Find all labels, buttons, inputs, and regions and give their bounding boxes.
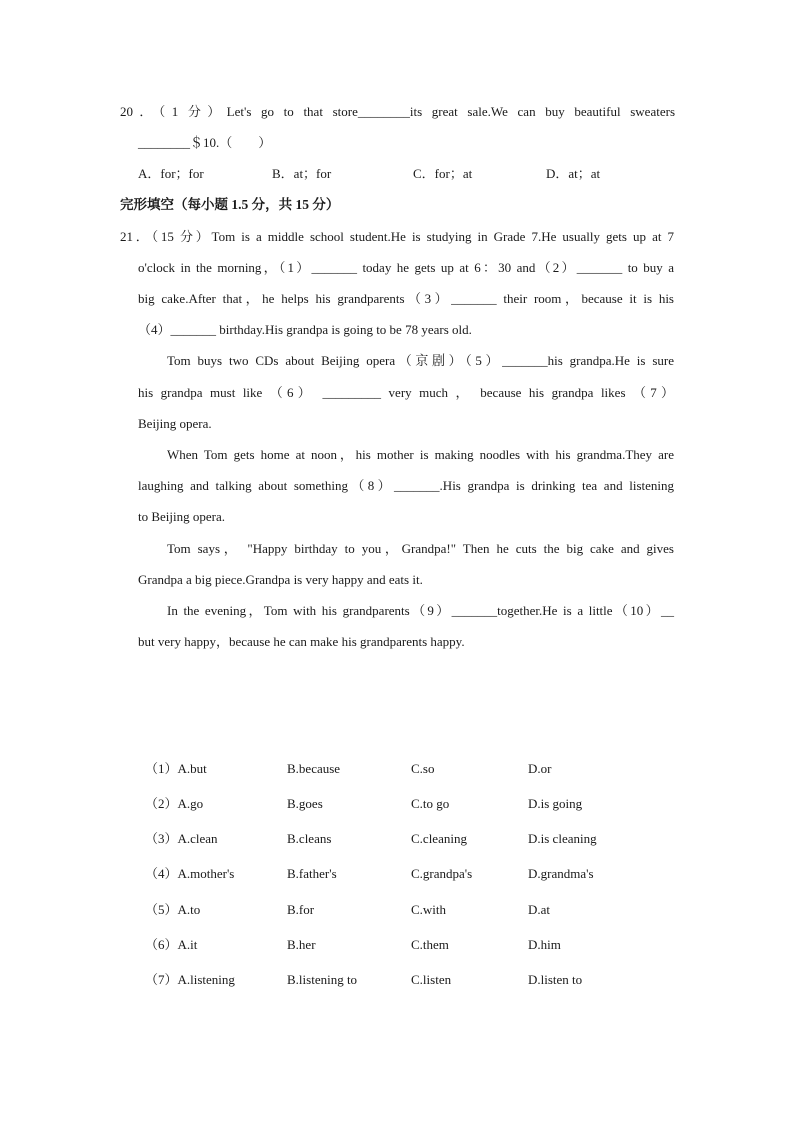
choice-6d: D.him xyxy=(528,937,561,952)
q21-line: Tom says， "Happy birthday to you，Grandpa!" Then he cuts the big cake and gives xyxy=(167,541,674,556)
q21-line: When Tom gets home at noon，his mother is making noodles with his grandma.They are xyxy=(167,447,674,462)
q21-line: to Beijing opera. xyxy=(138,509,226,524)
choice-1b: B.because xyxy=(287,761,341,776)
q20-option-a: A．for；for xyxy=(138,166,204,181)
choice-3b: B.cleans xyxy=(287,831,332,846)
q20-option-b: B．at；for xyxy=(272,166,332,181)
choice-3c: C.cleaning xyxy=(411,831,467,846)
choice-6c: C.them xyxy=(411,937,449,952)
choice-row-3 xyxy=(145,831,665,847)
choice-7a: （7）A.listening xyxy=(145,972,235,987)
q21-line: Tom buys two CDs about Beijing opera（京剧）（5）_______his grandpa.He is sure xyxy=(167,353,674,368)
choice-row-1 xyxy=(145,761,665,777)
q21-line: but very happy，because he can make his grandparents happy. xyxy=(138,634,465,649)
q21-line: big cake.After that，he helps his grandparents（3）_______ their room，because it is his xyxy=(138,291,674,306)
q21-line: o'clock in the morning，（1）_______ today he gets up at 6：30 and（2）_______ to buy a xyxy=(138,260,674,275)
choice-5a: （5）A.to xyxy=(145,902,201,917)
choice-2b: B.goes xyxy=(287,796,323,811)
choice-4a: （4）A.mother's xyxy=(145,866,235,881)
choice-1d: D.or xyxy=(528,761,552,776)
q21-line: his grandpa must like （6） _________ very much ， because his grandpa likes （7） xyxy=(138,385,674,400)
q21-line: Grandpa a big piece.Grandpa is very happy and eats it. xyxy=(138,572,423,587)
choice-row-4 xyxy=(145,866,665,882)
q20-option-d: D．at；at xyxy=(546,166,601,181)
choice-row-5 xyxy=(145,902,665,918)
q21-line: （4）_______ birthday.His grandpa is going to be 78 years old. xyxy=(138,322,472,337)
choice-1c: C.so xyxy=(411,761,435,776)
choice-row-7 xyxy=(145,972,665,988)
choice-4d: D.grandma's xyxy=(528,866,594,881)
q21-line: laughing and talking about something（8）_______.His grandpa is drinking tea and listening xyxy=(138,478,674,493)
choice-row-6 xyxy=(145,937,665,953)
q21-line: Beijing opera. xyxy=(138,416,212,431)
choice-5d: D.at xyxy=(528,902,551,917)
choice-7d: D.listen to xyxy=(528,972,583,987)
choice-4c: C.grandpa's xyxy=(411,866,473,881)
q20-stem-line1: 20．（1 分）Let's go to that store________its great sale.We can buy beautiful sweaters xyxy=(120,104,675,119)
choice-1a: （1）A.but xyxy=(145,761,207,776)
q21-line: 21．（15 分）Tom is a middle school student.He is studying in Grade 7.He usually gets up at 7 xyxy=(120,229,674,244)
choice-5b: B.for xyxy=(287,902,315,917)
choice-3a: （3）A.clean xyxy=(145,831,218,846)
choice-2a: （2）A.go xyxy=(145,796,204,811)
q21-line: In the evening，Tom with his grandparents（9）_______together.He is a little（10）__ xyxy=(167,603,674,618)
q20-stem-line2: ________＄10.（ ） xyxy=(138,135,272,150)
choice-7c: C.listen xyxy=(411,972,452,987)
choice-4b: B.father's xyxy=(287,866,337,881)
choice-6a: （6）A.it xyxy=(145,937,198,952)
choice-2c: C.to go xyxy=(411,796,450,811)
choice-7b: B.listening to xyxy=(287,972,358,987)
section-title: 完形填空（每小题 1.5 分，共 15 分） xyxy=(120,197,340,212)
choice-2d: D.is going xyxy=(528,796,583,811)
choice-6b: B.her xyxy=(287,937,316,952)
choice-row-2 xyxy=(145,796,665,812)
choice-3d: D.is cleaning xyxy=(528,831,597,846)
choice-5c: C.with xyxy=(411,902,447,917)
q20-option-c: C．for；at xyxy=(413,166,473,181)
